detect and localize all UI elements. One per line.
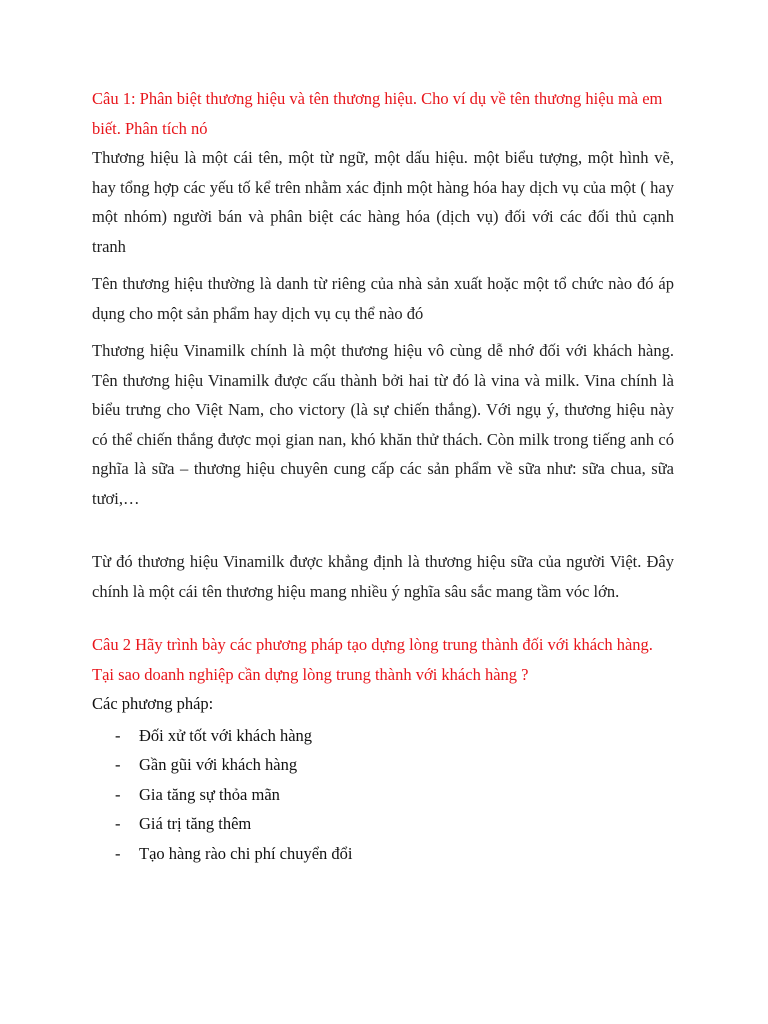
methods-list [92,721,674,869]
method-text: Giá trị tăng thêm [139,814,252,833]
dash-bullet: - [115,755,121,774]
document-page [92,84,674,868]
dash-bullet: - [115,814,121,833]
list-item [92,809,674,839]
list-item [92,721,674,751]
q1-paragraph-brand-definition: Thương hiệu là một cái tên, một từ ngữ, một dấu hiệu. một biểu tượng, một hình vẽ, hay tổng hợp các yếu tố kể trên nhằm xác định một hàng hóa hay dịch vụ của một ( hay một nhóm) người bán và phân biệt các hàng hóa (dịch vụ) đối với các đối thủ cạnh tranh [92,148,674,256]
q1-paragraph-vinamilk-analysis: Thương hiệu Vinamilk chính là một thương hiệu vô cùng dễ nhớ đối với khách hàng. Tên thương hiệu Vinamilk được cấu thành bởi hai từ đó là vina và milk. Vina chính là biểu trưng cho Việt Nam, cho victory (là sự chiến thắng). Với ngụ ý, thương hiệu này có thể chiến thắng được mọi gian nan, khó khăn thử thách. Còn milk trong tiếng anh có nghĩa là sữa – thương hiệu chuyên cung cấp các sản phẩm về sữa như: sữa chua, sữa tươi,… [92,341,674,508]
list-item [92,839,674,869]
question-1-title: Câu 1: Phân biệt thương hiệu và tên thương hiệu. Cho ví dụ về tên thương hiệu mà em biết. Phân tích nó [92,89,663,138]
question-2-title: Câu 2 Hãy trình bày các phương pháp tạo dựng lòng trung thành đối với khách hàng. Tại sao doanh nghiệp cần dựng lòng trung thành với khách hàng ? [92,635,653,684]
method-text: Gần gũi với khách hàng [139,755,298,774]
list-item [92,750,674,780]
list-item [92,780,674,810]
q1-paragraph-conclusion: Từ đó thương hiệu Vinamilk được khẳng định là thương hiệu sữa của người Việt. Đây chính là một cái tên thương hiệu mang nhiều ý nghĩa sâu sắc mang tầm vóc lớn. [92,552,674,601]
method-text: Đối xử tốt với khách hàng [139,725,313,745]
dash-bullet: - [115,784,121,804]
q1-paragraph-brand-name-definition: Tên thương hiệu thường là danh từ riêng của nhà sản xuất hoặc một tổ chức nào đó áp dụng cho một sản phẩm hay dịch vụ cụ thể nào đó [92,274,674,323]
method-text: Tạo hàng rào chi phí chuyển đổi [139,843,353,863]
dash-bullet: - [115,843,121,863]
dash-bullet: - [115,725,121,745]
methods-label: Các phương pháp: [92,694,214,713]
method-text: Gia tăng sự thỏa mãn [139,784,280,804]
